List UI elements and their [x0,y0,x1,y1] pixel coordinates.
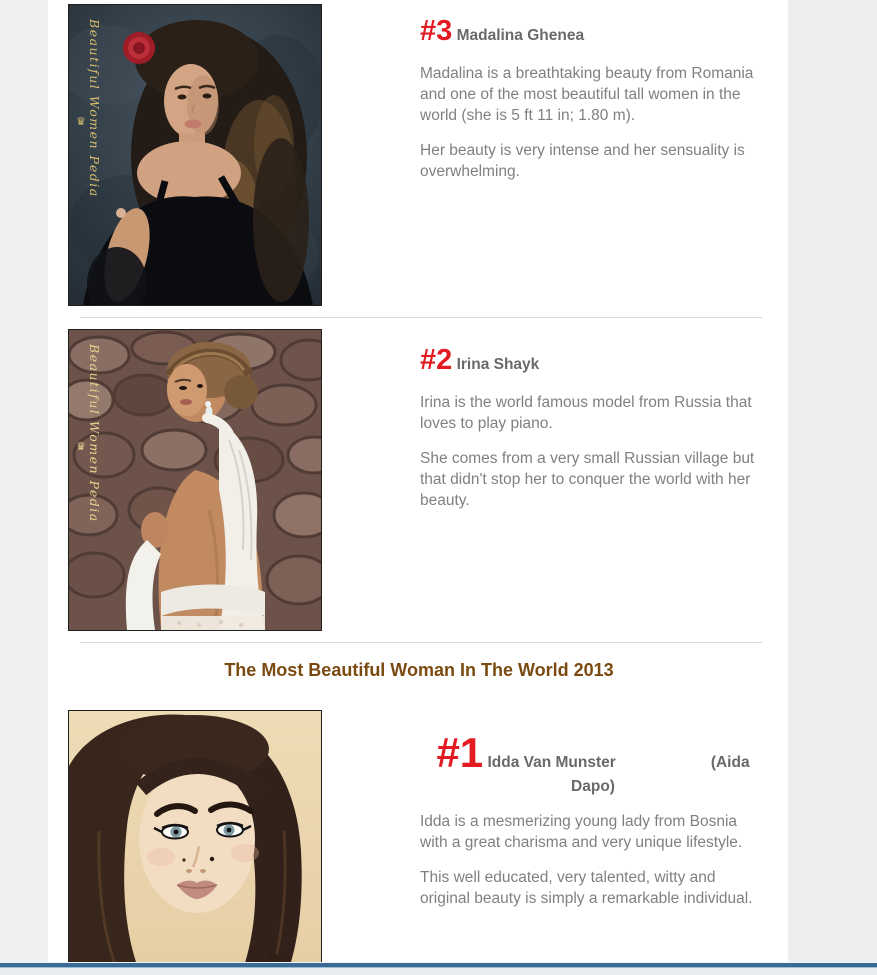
entry-heading [420,343,766,378]
entry-alias: (Aida Dapo) [571,754,750,796]
photo-watermark-text: Beautiful Women Pedia [87,19,102,198]
entry-text-block [420,710,766,909]
left-page-gutter [0,0,48,975]
crown-icon: ♛ [76,441,86,453]
entry-name: Idda Van Munster [487,754,616,771]
entry-paragraph: Irina is the world famous model from Russia that loves to play piano. [420,393,752,432]
idda-portrait-illustration [69,711,321,975]
section-title: The Most Beautiful Woman In The World 2013 [224,660,614,680]
list-entry-irina-shayk [68,329,770,631]
irina-portrait-illustration [69,330,321,630]
entry-divider [80,317,762,318]
entry-paragraph: Madalina is a breathtaking beauty from Romania and one of the most beautiful tall women in the world (she is 5 ft 11 in; 1.80 m). [420,64,754,124]
photo-watermark-text: Beautiful Women Pedia [87,344,102,523]
entry-text-block [420,329,766,511]
entry-divider [80,642,762,643]
madalina-portrait-illustration [69,5,321,305]
madalina-ghenea-photo [68,4,322,306]
window-bottom-border [0,962,877,975]
entry-text-block [420,4,766,182]
list-entry-idda-van-munster [68,710,770,975]
rank-number: #2 [420,344,453,376]
rank-number: #1 [436,729,484,776]
idda-van-munster-photo [68,710,322,975]
entry-paragraph: This well educated, very talented, witty and original beauty is simply a remarkable individual. [420,868,753,907]
right-page-gutter [788,0,877,975]
article-content [48,0,788,975]
rank-number: #3 [420,15,453,47]
entry-paragraph: Idda is a mesmerizing young lady from Bosnia with a great charisma and very unique lifestyle. [420,812,743,851]
entry-paragraph: Her beauty is very intense and her sensuality is overwhelming. [420,141,745,180]
entry-paragraph: She comes from a very small Russian village but that didn't stop her to conquer the world with her beauty. [420,449,755,509]
irina-shayk-photo [68,329,322,631]
entry-heading [420,728,766,797]
entry-name: Madalina Ghenea [456,27,585,44]
entry-name: Irina Shayk [456,356,540,373]
entry-heading [420,14,766,49]
list-entry-madalina-ghenea [68,4,770,306]
crown-icon: ♛ [76,116,86,128]
